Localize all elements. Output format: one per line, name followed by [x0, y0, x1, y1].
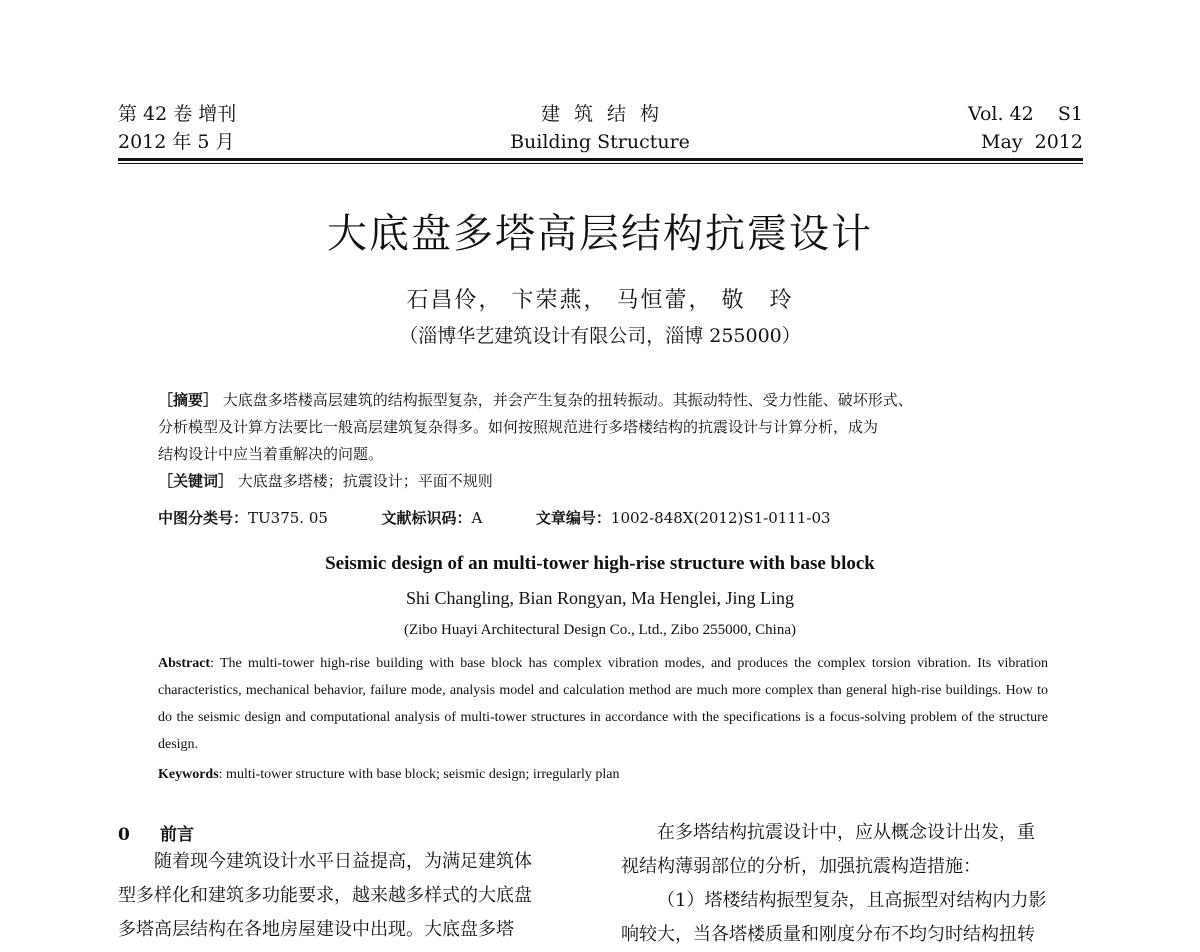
english-keywords: [158, 767, 620, 783]
cn-abstract-text: 大底盘多塔楼高层建筑的结构振型复杂，并会产生复杂的扭转振动。其振动特性、受力性能、破坏形式、: [222, 391, 913, 409]
cn-keywords-text: 大底盘多塔楼；抗震设计；平面不规则: [237, 472, 493, 490]
english-keywords-label: Keywords: [158, 767, 219, 782]
header-rule-thin: [118, 163, 1083, 164]
article-title: 大底盘多塔高层结构抗震设计: [327, 211, 873, 257]
classification-line: [158, 507, 831, 528]
journal-name-cn: 建筑结构: [540, 103, 673, 125]
cn-keywords: [158, 468, 1058, 495]
article-authors: 石昌伶， 卞荣燕， 马恒蕾， 敬 玲: [406, 288, 794, 313]
journal-name-en: Building Structure: [510, 131, 690, 153]
date-en: May 2012: [981, 131, 1083, 153]
english-abstract-text: : The multi-tower high-rise building with base block has complex vibration modes, and produces the complex torsion vibration. Its vibration characteristics, mechanical behavior, failure mode, analysis model and calculation method are much more complex than general high-rise buildings. How to do the seismic design and computational analysis of multi-tower structures in accordance with the specifications is a focus-solving problem of the structure design.: [158, 656, 1048, 752]
cn-keywords-label: ［关键词］: [158, 472, 234, 490]
body-column-right: [621, 816, 1083, 952]
clc-value: TU375. 05: [248, 509, 328, 527]
journal-issue-en: [968, 100, 1083, 156]
article-no-label: 文章编号：: [535, 509, 611, 527]
section-number: 0: [118, 825, 130, 845]
volume-en: Vol. 42 S1: [967, 103, 1083, 125]
header-rule-thick: [118, 158, 1083, 161]
body-line: （1）塔楼结构振型复杂，且高振型对结构内力影: [657, 890, 1047, 911]
body-line: 型多样化和建筑多功能要求，越来越多样式的大底盘: [118, 885, 532, 906]
doc-code-value: A: [471, 509, 483, 527]
english-title: Seismic design of an multi-tower high-rise structure with base block: [325, 553, 875, 574]
section-heading: [118, 820, 194, 845]
english-abstract: [158, 650, 1048, 758]
english-authors: Shi Changling, Bian Rongyan, Ma Henglei, Jing Ling: [406, 588, 794, 608]
body-line: 在多塔结构抗震设计中，应从概念设计出发，重: [657, 822, 1035, 843]
volume-cn: 第 42 卷 增刊: [118, 103, 237, 125]
body-line: 视结构薄弱部位的分析，加强抗震构造措施：: [621, 856, 981, 877]
clc-label: 中图分类号：: [158, 509, 249, 527]
cn-abstract-label: ［摘要］: [158, 391, 219, 409]
cn-abstract: [158, 387, 1058, 495]
body-line: 响较大，当各塔楼质量和刚度分布不均匀时结构扭转: [621, 924, 1035, 945]
article-affiliation: （淄博华艺建筑设计有限公司，淄博 255000）: [399, 325, 801, 347]
article-no-value: 1002-848X(2012)S1-0111-03: [610, 509, 831, 527]
doc-code-label: 文献标识码：: [381, 509, 472, 527]
body-line: 随着现今建筑设计水平日益提高，为满足建筑体: [154, 851, 532, 872]
english-keywords-text: : multi-tower structure with base block; seismic design; irregularly plan: [218, 767, 620, 782]
english-affiliation: (Zibo Huayi Architectural Design Co., Ltd., Zibo 255000, China): [403, 622, 796, 638]
body-column-left: [118, 845, 583, 947]
section-title: 前言: [160, 825, 194, 845]
english-abstract-label: Abstract: [158, 656, 211, 671]
cn-abstract-line: 分析模型及计算方法要比一般高层建筑复杂得多。如何按照规范进行多塔楼结构的抗震设计与计算分析，成为: [158, 418, 879, 436]
cn-abstract-line: 结构设计中应当着重解决的问题。: [158, 445, 384, 463]
body-line: 多塔高层结构在各地房屋建设中出现。大底盘多塔: [118, 919, 514, 940]
date-cn: 2012 年 5 月: [118, 131, 235, 153]
cn-abstract-line: [158, 387, 1058, 414]
